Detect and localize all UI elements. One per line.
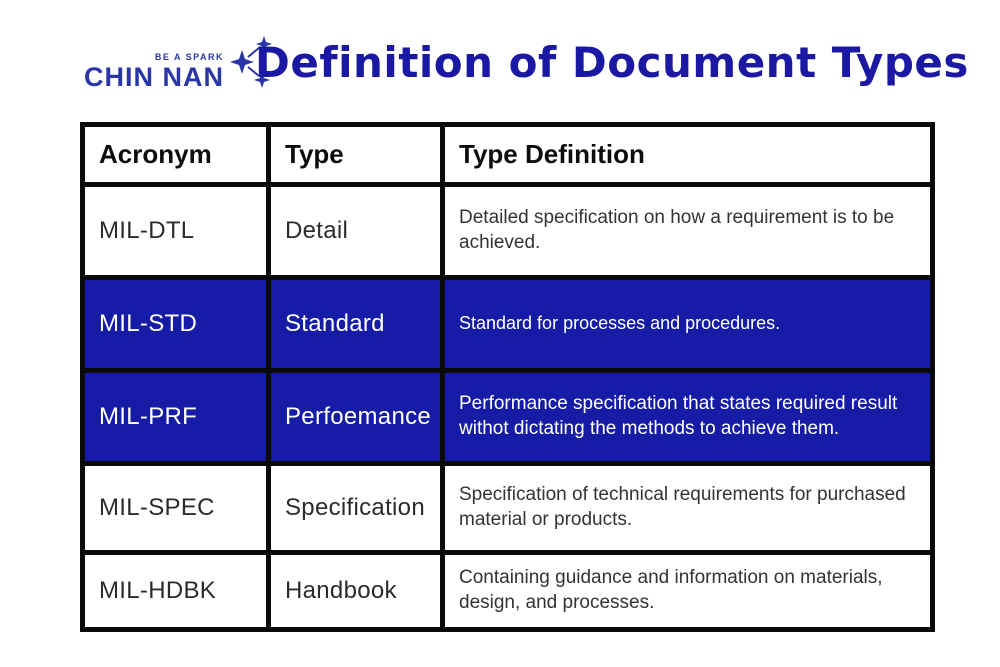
cell-acronym: MIL-HDBK [83, 553, 269, 630]
cell-definition: Performance specification that states required result withot dictating the methods to achieve them. [443, 371, 933, 464]
logo [84, 34, 272, 91]
cell-acronym: MIL-DTL [83, 185, 269, 278]
cell-definition: Specification of technical requirements for purchased material or products. [443, 464, 933, 553]
header-type-definition: Type Definition [443, 125, 933, 185]
table-row [83, 464, 933, 553]
table-row [83, 371, 933, 464]
table-row [83, 278, 933, 371]
header-type: Type [269, 125, 443, 185]
header-acronym: Acronym [83, 125, 269, 185]
table-header-row [83, 125, 933, 185]
cell-type: Standard [269, 278, 443, 371]
cell-definition: Containing guidance and information on materials, design, and processes. [443, 553, 933, 630]
cell-definition: Detailed specification on how a requirement is to be achieved. [443, 185, 933, 278]
cell-definition: Standard for processes and procedures. [443, 278, 933, 371]
cell-type: Perfoemance [269, 371, 443, 464]
document-types-table [80, 122, 935, 632]
cell-acronym: MIL-STD [83, 278, 269, 371]
logo-text-block [84, 52, 224, 91]
table-row [83, 185, 933, 278]
logo-tagline: BE A SPARK [154, 52, 224, 62]
cell-type: Specification [269, 464, 443, 553]
table-row [83, 553, 933, 630]
cell-type: Detail [269, 185, 443, 278]
cell-type: Handbook [269, 553, 443, 630]
cell-acronym: MIL-SPEC [83, 464, 269, 553]
cell-acronym: MIL-PRF [83, 371, 269, 464]
logo-name: CHIN NAN [84, 62, 224, 92]
page-title: Definition of Document Types [255, 38, 969, 87]
header-bar [0, 0, 1000, 122]
